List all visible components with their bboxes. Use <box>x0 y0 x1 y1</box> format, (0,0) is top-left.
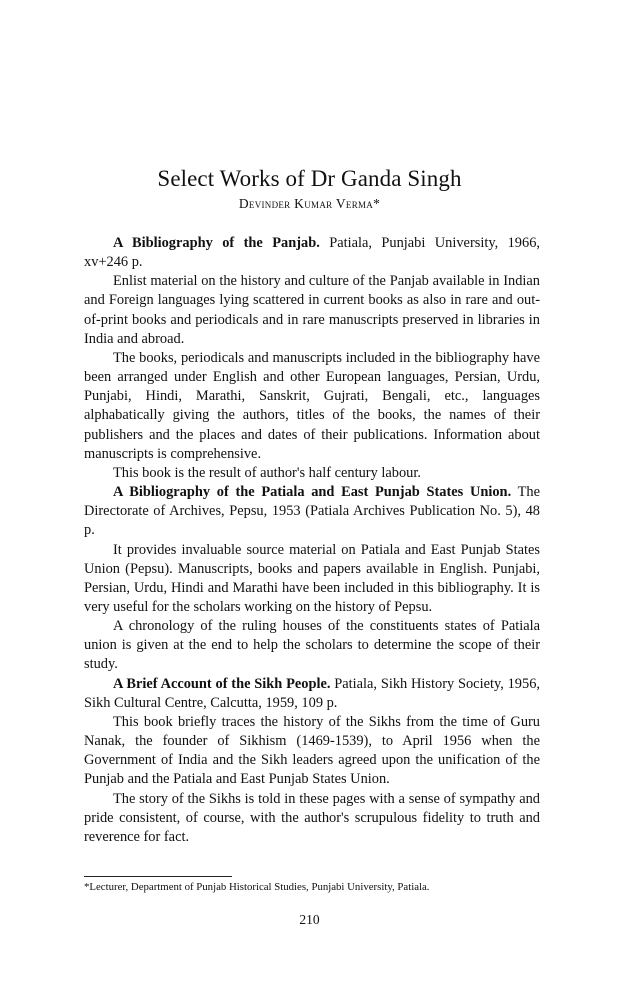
book-title: A Brief Account of the Sikh People. <box>113 675 331 692</box>
book-citation: The Directorate of Archives, Pepsu, 1953 (Patiala Archives Publication No. 5), 48 p. <box>84 484 540 539</box>
book-title: A Bibliography of the Patiala and East Punjab States Union. <box>113 484 512 501</box>
book-title: A Bibliography of the Panjab. <box>113 235 320 251</box>
entry-description: This book is the result of author's half century labour. <box>113 464 421 481</box>
footnote: *Lecturer, Department of Punjab Historical Studies, Punjabi University, Patiala. <box>84 881 430 893</box>
entry-description: This book briefly traces the history of the Sikhs from the time of Guru Nanak, the founder of Sikhism (1469-1539), to April 1956 when the Government of India and the Sikh leaders agreed upon the unification of the Punjab and the Patiala and East Punjab States Union. <box>84 713 540 788</box>
entry-description: The story of the Sikhs is told in these pages with a sense of sympathy and pride consistent, of course, with the author's scrupulous fidelity to truth and reverence for fact. <box>84 790 540 845</box>
article-body <box>84 234 540 847</box>
book-citation: Patiala, Sikh History Society, 1956, Sikh Cultural Centre, Calcutta, 1959, 109 p. <box>84 675 540 711</box>
entry-description: Enlist material on the history and culture of the Panjab available in Indian and Foreign languages lying scattered in current books as also in rare and out-of-print books and periodicals and in rare manuscripts preserved in libraries in India and abroad. <box>84 273 540 347</box>
page-title: Select Works of Dr Ganda Singh <box>157 166 462 191</box>
page-number: 210 <box>299 912 320 927</box>
entry-description: A chronology of the ruling houses of the constituents states of Patiala union is given at the end to help the scholars to determine the scope of their study. <box>84 618 540 673</box>
footnote-divider <box>84 876 232 877</box>
entry-heading-paragraph <box>84 675 540 713</box>
entry-description: The books, periodicals and manuscripts included in the bibliography have been arranged under English and other European languages, Persian, Urdu, Punjabi, Hindi, Marathi, Sanskrit, Gujrati, Bengali, etc., languages alphabatically giving the authors, titles of the books, the names of their publishers and the places and dates of their publications. Information about manuscripts is comprehensive. <box>84 349 540 462</box>
entry-heading-paragraph <box>84 234 540 272</box>
entry-description: It provides invaluable source material on Patiala and East Punjab States Union (Pepsu). Manuscripts, books and papers available in English. Punjabi, Persian, Urdu, Hindi and Marathi have been included in this bibliography. It is very useful for the scholars working on the history of Pepsu. <box>84 541 540 615</box>
entry-heading-paragraph <box>84 483 540 540</box>
book-citation: Patiala, Punjabi University, 1966, xv+246 p. <box>84 235 540 271</box>
author-byline: Devinder Kumar Verma* <box>238 196 381 211</box>
